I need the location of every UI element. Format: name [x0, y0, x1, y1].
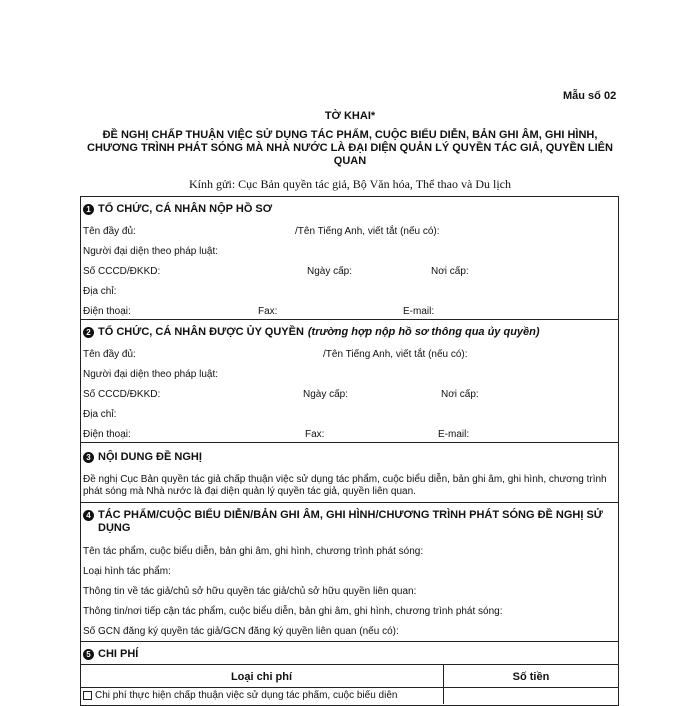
- s1-phone-field[interactable]: Điện thoại:: [83, 306, 131, 317]
- cost-table-header-border: [80, 687, 619, 688]
- section-3-title: NỘI DUNG ĐỀ NGHỊ: [98, 451, 202, 463]
- s4-work-name-field[interactable]: Tên tác phẩm, cuộc biểu diễn, bản ghi âm, ghi hình, chương trình phát sóng:: [83, 546, 424, 557]
- cost-table-column-divider: [443, 664, 444, 704]
- s2-id-field[interactable]: Số CCCD/ĐKKD:: [83, 389, 161, 400]
- section-5-header: [83, 648, 138, 660]
- cost-row-1-checkbox[interactable]: [83, 691, 92, 700]
- form-title: TỜ KHAI*: [324, 110, 376, 122]
- circled-number-3-icon: 3: [83, 452, 94, 463]
- s1-issue-date-field[interactable]: Ngày cấp:: [307, 266, 353, 277]
- s2-address-field[interactable]: Địa chỉ:: [83, 409, 117, 420]
- s4-owner-info-field[interactable]: Thông tin về tác giả/chủ sở hữu quyền tác giả/chủ sở hữu quyền liên quan:: [83, 586, 417, 597]
- addressee: Kính gửi: Cục Bản quyền tác giả, Bộ Văn hóa, Thể thao và Du lịch: [189, 177, 511, 191]
- circled-number-5-icon: 5: [83, 649, 94, 660]
- section-4-title: TÁC PHẨM/CUỘC BIỂU DIỄN/BẢN GHI ÂM, GHI HÌNH/CHƯƠNG TRÌNH PHÁT SÓNG ĐỀ NGHỊ SỬ DỤNG: [98, 509, 603, 534]
- s1-representative-field[interactable]: Người đại diện theo pháp luật:: [83, 246, 219, 257]
- s3-request-content: Đề nghị Cục Bản quyền tác giả chấp thuận việc sử dụng tác phẩm, cuộc biểu diễn, bản ghi âm, ghi hình, chương trình phát sóng mà Nhà nước là đại diện quản lý quyền tác giả, quyền liên quan.: [83, 474, 607, 497]
- section-2-title: TỔ CHỨC, CÁ NHÂN ĐƯỢC ỦY QUYỀN: [98, 326, 304, 338]
- s1-full-name-field[interactable]: Tên đầy đủ:: [83, 226, 136, 237]
- s4-work-type-field[interactable]: Loại hình tác phẩm:: [83, 566, 171, 577]
- section-4-header: [83, 509, 613, 535]
- cost-type-column-header: Loại chi phí: [230, 671, 293, 683]
- s2-full-name-field[interactable]: Tên đầy đủ:: [83, 349, 136, 360]
- cost-table-top-border: [80, 664, 619, 665]
- cost-row-1[interactable]: [83, 690, 439, 701]
- s2-representative-field[interactable]: Người đại diện theo pháp luật:: [83, 369, 219, 380]
- section-2-note: (trường hợp nộp hồ sơ thông qua ủy quyền): [307, 326, 540, 338]
- s2-phone-field[interactable]: Điện thoại:: [83, 429, 131, 440]
- s1-address-field[interactable]: Địa chỉ:: [83, 286, 117, 297]
- s4-access-info-field[interactable]: Thông tin/nơi tiếp cận tác phẩm, cuộc biểu diễn, bản ghi âm, ghi hình, chương trình phát sóng:: [83, 606, 503, 617]
- section-5-divider: [80, 641, 619, 642]
- section-1-header: [83, 203, 272, 215]
- circled-number-1-icon: 1: [83, 204, 94, 215]
- cost-row-1-label: Chi phí thực hiện chấp thuận việc sử dụng tác phẩm, cuộc biểu diễn: [95, 690, 398, 701]
- s1-issue-place-field[interactable]: Nơi cấp:: [431, 266, 469, 277]
- section-4-divider: [80, 502, 619, 503]
- s1-id-field[interactable]: Số CCCD/ĐKKD:: [83, 266, 161, 277]
- s2-issue-date-field[interactable]: Ngày cấp:: [303, 389, 349, 400]
- s2-english-name-field[interactable]: /Tên Tiếng Anh, viết tắt (nếu có):: [323, 349, 468, 360]
- s2-email-field[interactable]: E-mail:: [438, 429, 470, 440]
- circled-number-4-icon: 4: [83, 510, 94, 521]
- section-3-divider: [80, 442, 619, 443]
- form-code: Mẫu số 02: [563, 90, 617, 102]
- form-subtitle: ĐỀ NGHỊ CHẤP THUẬN VIỆC SỬ DỤNG TÁC PHẨM, CUỘC BIỂU DIỄN, BẢN GHI ÂM, GHI HÌNH, CHƯƠNG TRÌNH PHÁT SÓNG MÀ NHÀ NƯỚC LÀ ĐẠI DIỆN QUẢN LÝ QUYỀN TÁC GIẢ, QUYỀN LIÊN QUAN: [87, 129, 613, 167]
- s1-english-name-field[interactable]: /Tên Tiếng Anh, viết tắt (nếu có):: [295, 226, 440, 237]
- s2-fax-field[interactable]: Fax:: [305, 429, 325, 440]
- circled-number-2-icon: 2: [83, 327, 94, 338]
- s1-fax-field[interactable]: Fax:: [258, 306, 278, 317]
- section-2-header: [83, 326, 540, 338]
- section-1-title: TỔ CHỨC, CÁ NHÂN NỘP HỒ SƠ: [98, 203, 273, 215]
- s4-cert-no-field[interactable]: Số GCN đăng ký quyền tác giả/GCN đăng ký quyền liên quan (nếu có):: [83, 626, 399, 637]
- section-2-divider: [80, 319, 619, 320]
- section-3-header: [83, 451, 202, 463]
- section-5-title: CHI PHÍ: [98, 648, 139, 660]
- amount-column-header: Số tiền: [512, 671, 550, 683]
- s1-email-field[interactable]: E-mail:: [403, 306, 435, 317]
- s2-issue-place-field[interactable]: Nơi cấp:: [441, 389, 479, 400]
